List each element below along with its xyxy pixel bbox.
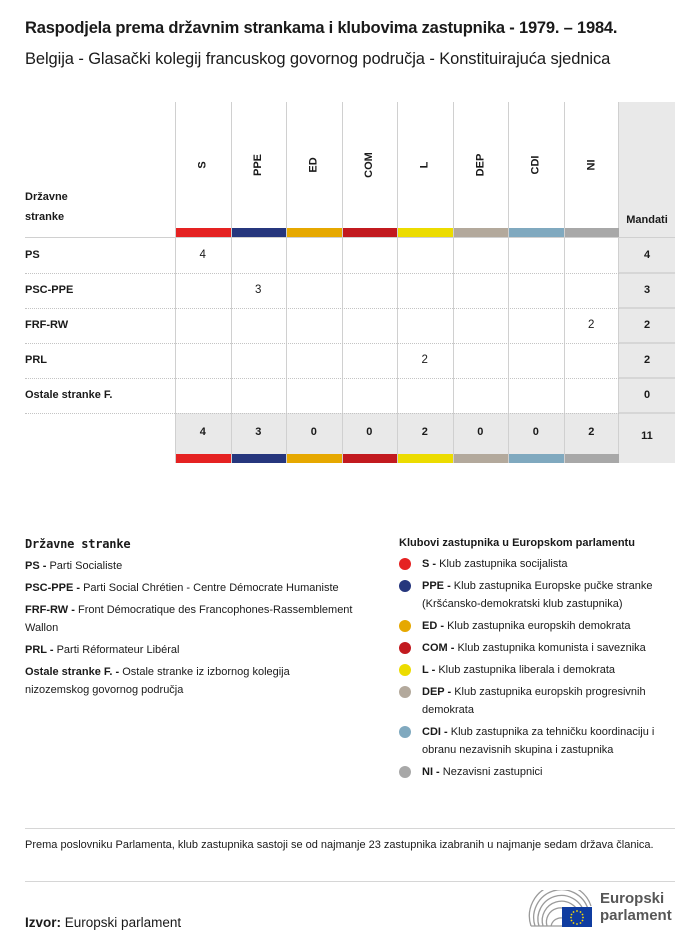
group-name: Klub zastupnika komunista i saveznika bbox=[457, 642, 646, 654]
party-legend-item bbox=[25, 663, 355, 699]
column-header-ni bbox=[564, 102, 620, 228]
column-header-ed bbox=[286, 102, 342, 228]
color-bar-s bbox=[176, 454, 231, 463]
color-bar-ppe bbox=[232, 454, 287, 463]
group-name: Klub zastupnika europskih demokrata bbox=[447, 620, 631, 632]
color-bar-ppe bbox=[232, 228, 287, 237]
column-header-label: DEP bbox=[474, 153, 487, 177]
distribution-table bbox=[25, 102, 675, 463]
group-abbr: NI - bbox=[422, 766, 440, 778]
party-legend-item bbox=[25, 601, 355, 637]
color-bar-s bbox=[176, 228, 231, 237]
hemicycle-icon bbox=[528, 890, 598, 932]
column-total: 4 bbox=[199, 426, 206, 438]
group-legend-item bbox=[399, 763, 684, 781]
row-total: 0 bbox=[643, 389, 651, 401]
party-abbr: PSC-PPE - bbox=[25, 582, 81, 594]
row-separator bbox=[25, 413, 619, 414]
color-bar-dep bbox=[454, 228, 509, 237]
color-bar-dep bbox=[454, 454, 509, 463]
divider bbox=[25, 881, 675, 882]
row-separator bbox=[25, 273, 619, 274]
party-name: Front Démocratique des Francophones-Rassemblement Wallon bbox=[25, 604, 353, 634]
legend-dot-icon bbox=[399, 642, 411, 654]
column-total: 2 bbox=[421, 426, 428, 438]
logo-text bbox=[600, 890, 672, 924]
color-bar-ni bbox=[565, 228, 620, 237]
color-bar-ni bbox=[565, 454, 620, 463]
party-abbr: Ostale stranke F. - bbox=[25, 666, 120, 678]
grand-total: 11 bbox=[641, 430, 653, 442]
party-legend-title: Državne stranke bbox=[25, 537, 131, 551]
party-name: Parti Socialiste bbox=[49, 560, 123, 572]
row-total: 2 bbox=[643, 354, 651, 366]
table-cell-value: 2 bbox=[588, 319, 595, 331]
group-name: Klub zastupnika za tehničku koordinaciju i obranu nezavisnih skupina i zastupnika bbox=[422, 726, 655, 756]
column-header-dep bbox=[453, 102, 509, 228]
group-abbr: DEP - bbox=[422, 686, 452, 698]
group-legend-item bbox=[399, 577, 684, 613]
group-name: Klub zastupnika liberala i demokrata bbox=[438, 664, 616, 676]
party-legend-item bbox=[25, 641, 355, 659]
row-separator bbox=[619, 307, 675, 309]
party-name: Parti Social Chrétien - Centre Démocrate Humaniste bbox=[83, 582, 339, 594]
row-header-label: Državne stranke bbox=[25, 191, 68, 223]
column-header-label: S bbox=[196, 161, 209, 169]
party-name: Ostale stranke iz izbornog kolegija nizozemskog govornog područja bbox=[25, 666, 290, 696]
legend-dot-icon bbox=[399, 580, 411, 592]
group-legend-item bbox=[399, 661, 684, 679]
row-separator bbox=[619, 377, 675, 379]
row-label: PSC-PPE bbox=[25, 284, 74, 296]
color-bar-l bbox=[398, 454, 453, 463]
row-label: Ostale stranke F. bbox=[25, 389, 113, 401]
legend-dot-icon bbox=[399, 620, 411, 632]
column-header-label: NI bbox=[585, 159, 598, 171]
column-total: 0 bbox=[532, 426, 539, 438]
legend-dot-icon bbox=[399, 686, 411, 698]
legend-dot-icon bbox=[399, 766, 411, 778]
chart-title: Raspodjela prema državnim strankama i klubovima zastupnika - 1979. – 1984. bbox=[25, 19, 618, 37]
group-name: Klub zastupnika socijalista bbox=[439, 558, 568, 570]
color-bar-com bbox=[343, 228, 398, 237]
chart-subtitle: Belgija - Glasački kolegij francuskog govornog područja - Konstituirajuća sjednica bbox=[25, 50, 611, 68]
group-abbr: S - bbox=[422, 558, 437, 570]
table-cell-value: 3 bbox=[255, 284, 262, 296]
column-total: 0 bbox=[477, 426, 484, 438]
row-separator bbox=[25, 378, 619, 379]
source-line bbox=[25, 915, 181, 930]
column-header-label: L bbox=[418, 161, 431, 169]
party-name: Parti Réformateur Libéral bbox=[56, 644, 180, 656]
logo-line1: Europski bbox=[600, 890, 665, 907]
group-name: Klub zastupnika europskih progresivnih demokrata bbox=[422, 686, 646, 716]
column-header-s bbox=[175, 102, 231, 228]
party-abbr: PS - bbox=[25, 560, 47, 572]
group-name: Nezavisni zastupnici bbox=[442, 766, 543, 778]
column-total: 3 bbox=[255, 426, 262, 438]
color-bar-com bbox=[343, 454, 398, 463]
legend-dot-icon bbox=[399, 664, 411, 676]
column-header-label: COM bbox=[363, 152, 376, 178]
party-abbr: FRF-RW - bbox=[25, 604, 75, 616]
color-bar-l bbox=[398, 228, 453, 237]
group-abbr: L - bbox=[422, 664, 436, 676]
row-total: 2 bbox=[643, 319, 651, 331]
color-bar-ed bbox=[287, 454, 342, 463]
column-header-label: PPE bbox=[252, 153, 265, 177]
group-legend-item bbox=[399, 639, 684, 657]
legend-dot-icon bbox=[399, 726, 411, 738]
table-cell-value: 4 bbox=[199, 249, 206, 261]
column-header-label: CDI bbox=[529, 155, 542, 175]
row-separator bbox=[619, 412, 675, 414]
column-header-cdi bbox=[508, 102, 564, 228]
row-separator bbox=[619, 342, 675, 344]
party-legend bbox=[25, 537, 355, 703]
group-legend-title: Klubovi zastupnika u Europskom parlamentu bbox=[399, 537, 635, 549]
group-legend-item bbox=[399, 683, 684, 719]
source-label: Izvor: bbox=[25, 915, 62, 930]
party-legend-item bbox=[25, 557, 355, 575]
column-total: 0 bbox=[310, 426, 317, 438]
row-label: PRL bbox=[25, 354, 47, 366]
color-bar-ed bbox=[287, 228, 342, 237]
group-abbr: CDI - bbox=[422, 726, 448, 738]
color-bar-cdi bbox=[509, 454, 564, 463]
party-legend-item bbox=[25, 579, 355, 597]
source-value: Europski parlament bbox=[64, 915, 182, 930]
column-header-l bbox=[397, 102, 453, 228]
mandati-header: Mandati bbox=[626, 214, 668, 226]
divider bbox=[25, 828, 675, 829]
row-total: 3 bbox=[643, 284, 651, 296]
row-separator bbox=[25, 308, 619, 309]
mandati-column-background bbox=[619, 102, 675, 463]
group-name: Klub zastupnika Europske pučke stranke (Kršćansko-demokratski klub zastupnika) bbox=[422, 580, 653, 610]
row-separator bbox=[619, 272, 675, 274]
row-total: 4 bbox=[643, 249, 651, 261]
column-total: 2 bbox=[588, 426, 595, 438]
group-abbr: COM - bbox=[422, 642, 455, 654]
legend-dot-icon bbox=[399, 558, 411, 570]
group-abbr: ED - bbox=[422, 620, 444, 632]
column-total: 0 bbox=[366, 426, 373, 438]
party-abbr: PRL - bbox=[25, 644, 54, 656]
table-cell-value: 2 bbox=[421, 354, 428, 366]
logo-line2: parlament bbox=[600, 907, 672, 924]
row-separator bbox=[25, 343, 619, 344]
row-label: PS bbox=[25, 249, 40, 261]
column-header-ppe bbox=[231, 102, 287, 228]
column-header-label: ED bbox=[307, 157, 320, 173]
ep-logo bbox=[528, 890, 678, 932]
group-legend bbox=[399, 537, 684, 785]
group-legend-item bbox=[399, 617, 684, 635]
color-bar-cdi bbox=[509, 228, 564, 237]
column-header-com bbox=[342, 102, 398, 228]
group-legend-item bbox=[399, 723, 684, 759]
header-rule bbox=[25, 237, 675, 238]
group-legend-item bbox=[399, 555, 684, 573]
group-abbr: PPE - bbox=[422, 580, 451, 592]
footnote: Prema poslovniku Parlamenta, klub zastupnika sastoji se od najmanje 23 zastupnika izabranih u najmanje sedam država članica. bbox=[25, 839, 654, 851]
row-label: FRF-RW bbox=[25, 319, 69, 331]
